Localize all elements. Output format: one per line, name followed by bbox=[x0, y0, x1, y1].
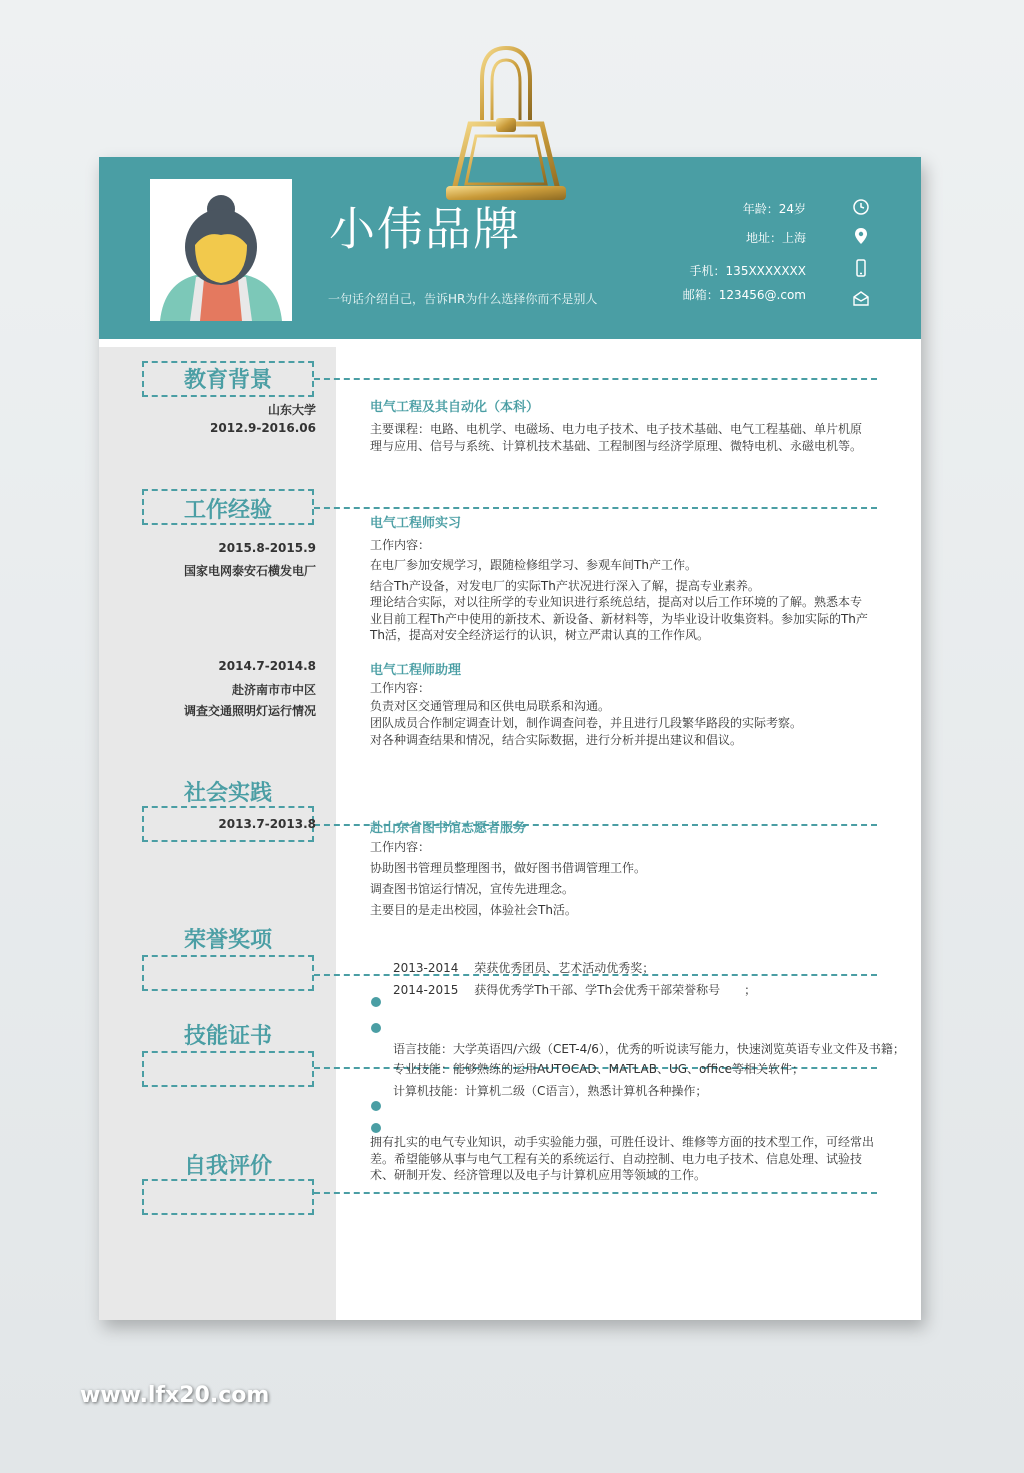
practice-line: 主要目的是走出校园，体验社会Th活。 bbox=[370, 903, 577, 917]
job2-period: 2014.7-2014.8 bbox=[218, 659, 316, 673]
practice-role: 赴山东省图书馆志愿者服务 bbox=[370, 821, 527, 836]
work-title: 工作经验 bbox=[183, 498, 272, 523]
honors-title-box bbox=[142, 955, 314, 991]
bullet-dot bbox=[371, 1023, 381, 1033]
practice-period: 2013.7-2013.8 bbox=[218, 817, 316, 831]
bullet-dot bbox=[371, 997, 381, 1007]
bullet-dot bbox=[371, 1101, 381, 1111]
self-title: 自我评价 bbox=[183, 1154, 272, 1179]
job1-line: 结合Th产设备，对发电厂的实际Th产状况进行深入了解，提高专业素养。 bbox=[370, 579, 760, 593]
job2-org-detail: 调查交通照明灯运行情况 bbox=[183, 704, 316, 718]
resume-name: 小伟品牌 bbox=[329, 202, 521, 256]
work-divider bbox=[314, 507, 877, 509]
education-divider bbox=[314, 378, 877, 380]
binder-clip-icon bbox=[436, 40, 576, 210]
mail-icon bbox=[852, 289, 870, 307]
skill-item: 语言技能：大学英语四/六级（CET-4/6），优秀的听说读写能力，快速浏览英语专业文件及书籍； bbox=[393, 1042, 905, 1056]
practice-line: 调查图书馆运行情况，宣传先进理念。 bbox=[370, 882, 575, 896]
phone-icon bbox=[852, 259, 870, 277]
job1-period: 2015.8-2015.9 bbox=[218, 541, 316, 555]
skills-title: 技能证书 bbox=[183, 1024, 272, 1049]
age-text: 年龄：24岁 bbox=[742, 202, 806, 216]
address-text: 地址：上海 bbox=[745, 231, 806, 245]
practice-label: 工作内容： bbox=[370, 840, 431, 854]
practice-title: 社会实践 bbox=[183, 781, 272, 806]
honor-item: 2014-2015 获得优秀学Th干部、学Th会优秀干部荣誉称号 ； bbox=[393, 983, 757, 997]
education-title: 教育背景 bbox=[183, 368, 272, 393]
location-pin-icon bbox=[852, 227, 870, 245]
self-title-box bbox=[142, 1179, 314, 1215]
job2-label: 工作内容： bbox=[370, 681, 431, 695]
job2-org: 赴济南市市中区 bbox=[231, 683, 316, 697]
education-major: 电气工程及其自动化（本科） bbox=[370, 400, 540, 415]
job1-label: 工作内容： bbox=[370, 538, 431, 552]
job2-role: 电气工程师助理 bbox=[370, 663, 462, 678]
skills-title-box bbox=[142, 1051, 314, 1087]
job1-role: 电气工程师实习 bbox=[370, 516, 462, 531]
honors-title: 荣誉奖项 bbox=[183, 928, 272, 953]
phone-text: 手机：135XXXXXXX bbox=[689, 264, 806, 278]
education-school: 山东大学 bbox=[267, 403, 316, 417]
job1-line: 理论结合实际，对以往所学的专业知识进行系统总结，提高对以后工作环境的了解。熟悉本专业目前工程Th产中使用的新技术、新设备、新材料等，为毕业设计收集资料。参加实际的Th产Th活，提高对安全经济运行的认识，树立严肃认真的工作作风。 bbox=[370, 595, 868, 642]
job2-line: 团队成员合作制定调查计划，制作调查问卷，并且进行几段繁华路段的实际考察。 bbox=[370, 716, 803, 730]
self-text: 拥有扎实的电气专业知识，动手实验能力强，可胜任设计、维修等方面的技术型工作，可经常出差。希望能够从事与电气工程有关的系统运行、自动控制、电力电子技术、信息处理、试验技术、研制开发、经济管理以及电子与计算机应用等领域的工作。 bbox=[370, 1135, 875, 1182]
practice-line: 协助图书管理员整理图书，做好图书借调管理工作。 bbox=[370, 861, 647, 875]
job2-line: 对各种调查结果和情况，结合实际数据，进行分析并提出建议和倡议。 bbox=[370, 733, 743, 747]
job2-line: 负责对区交通管理局和区供电局联系和沟通。 bbox=[370, 699, 611, 713]
watermark-text: www.lfx20.com bbox=[80, 1383, 270, 1408]
education-period: 2012.9-2016.06 bbox=[210, 421, 316, 435]
clock-icon bbox=[852, 197, 870, 215]
intro-text: 一句话介绍自己，告诉HR为什么选择你而不是别人 bbox=[328, 292, 598, 306]
job1-org: 国家电网泰安石横发电厂 bbox=[183, 564, 316, 578]
email-text: 邮箱：123456@.com bbox=[682, 288, 806, 302]
honor-item: 2013-2014 荣获优秀团员、艺术活动优秀奖； bbox=[393, 961, 655, 975]
self-divider bbox=[314, 1192, 877, 1194]
skill-item: 专业技能：能够熟练的运用AUTOCAD、MATLAB、UG、office等相关软件； bbox=[393, 1062, 804, 1076]
skill-item: 计算机技能：计算机二级（C语言），熟悉计算机各种操作； bbox=[393, 1084, 708, 1098]
bullet-dot bbox=[371, 1123, 381, 1133]
resume-page bbox=[99, 157, 921, 1320]
job1-line: 在电厂参加安规学习，跟随检修组学习、参观车间Th产工作。 bbox=[370, 558, 697, 572]
education-courses: 主要课程：电路、电机学、电磁场、电力电子技术、电子技术基础、电气工程基础、单片机原理与应用、信号与系统、计算机技术基础、工程制图与经济学原理、微特电机、永磁电机等。 bbox=[370, 422, 863, 453]
avatar bbox=[150, 179, 292, 321]
